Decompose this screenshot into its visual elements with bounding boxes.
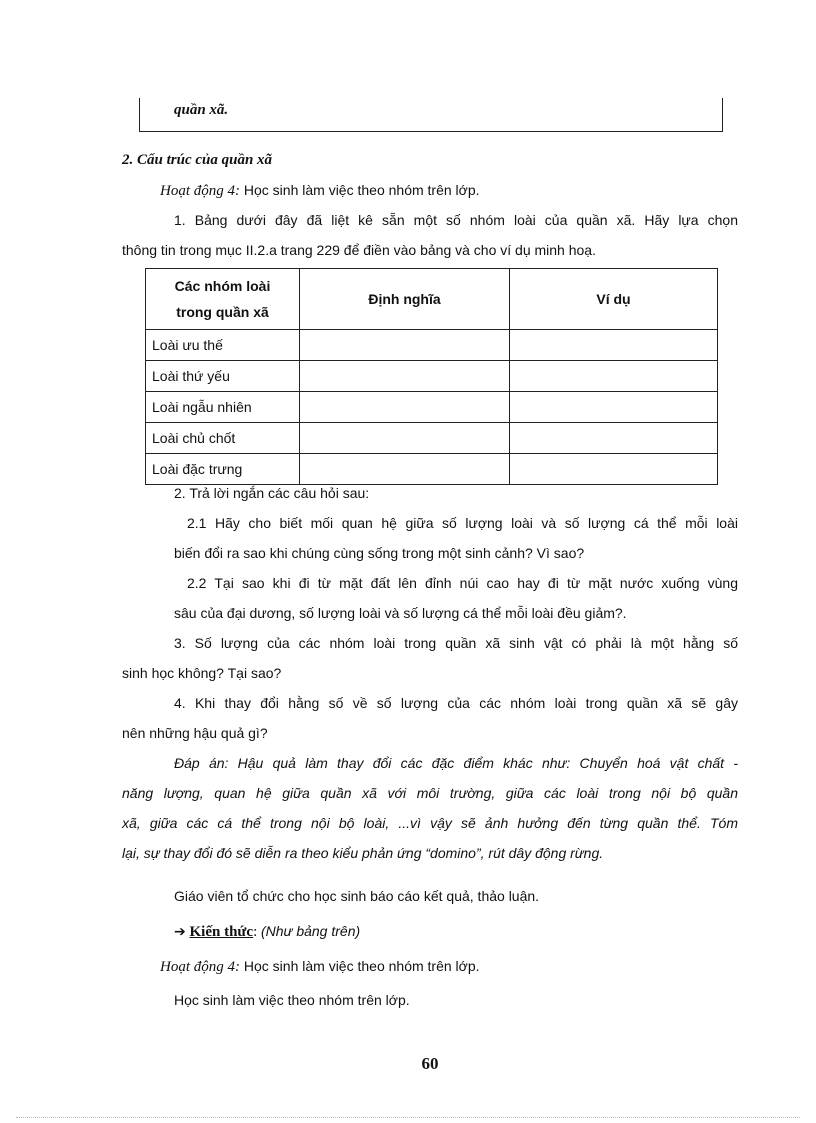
task-1-line-2: thông tin trong mục II.2.a trang 229 để điền vào bảng và cho ví dụ minh hoạ. — [122, 242, 596, 258]
question-2-1-line-2: biến đổi ra sao khi chúng cùng sống trong một sinh cảnh? Vì sao? — [174, 545, 585, 561]
task-1-line-1: 1. Bảng dưới đây đã liệt kê sẵn một số nhóm loài của quần xã. Hãy lựa chọn — [174, 212, 738, 228]
example-cell — [510, 330, 718, 361]
question-4-line-2: nên những hậu quả gì? — [122, 725, 268, 741]
table-row — [146, 330, 718, 361]
table-header-row — [146, 269, 718, 330]
row-label: Loài chủ chốt — [146, 423, 300, 454]
table-row — [146, 423, 718, 454]
definition-cell — [300, 361, 510, 392]
header-species-groups: Các nhóm loài trong quần xã — [146, 269, 300, 330]
box-text: quần xã. — [174, 102, 229, 118]
question-2-1-line-1: 2.1 Hãy cho biết mối quan hệ giữa số lượng loài và số lượng cá thể mỗi loài — [187, 515, 738, 531]
row-label: Loài đặc trưng — [146, 454, 300, 485]
activity-line-1 — [160, 180, 480, 201]
row-label: Loài thứ yếu — [146, 361, 300, 392]
example-cell — [510, 392, 718, 423]
arrow-right-icon: ➔ — [174, 924, 186, 940]
answer-line-4: lại, sự thay đổi đó sẽ diễn ra theo kiểu phản ứng “domino”, rút dây động rừng. — [122, 845, 604, 861]
previous-content-box — [139, 98, 723, 132]
activity-text: Học sinh làm việc theo nhóm trên lớp. — [240, 182, 480, 198]
question-3-line-2: sinh học không? Tại sao? — [122, 665, 282, 681]
row-label: Loài ưu thế — [146, 330, 300, 361]
knowledge-colon: : — [253, 924, 261, 940]
answer-line-1: Đáp án: Hậu quả làm thay đổi các đặc điểm khác như: Chuyển hoá vật chất - — [174, 755, 738, 771]
row-label: Loài ngẫu nhiên — [146, 392, 300, 423]
question-2-2-line-2: sâu của đại dương, số lượng loài và số lượng cá thể mỗi loài đều giảm?. — [174, 605, 627, 621]
example-cell — [510, 454, 718, 485]
answer-line-2: năng lượng, quan hệ giữa quần xã với môi trường, giữa các loài trong nội bộ quần — [122, 785, 738, 801]
definition-cell — [300, 423, 510, 454]
activity-label: Hoạt động 4: — [160, 183, 240, 199]
definition-cell — [300, 392, 510, 423]
knowledge-line — [174, 921, 360, 942]
definition-cell — [300, 454, 510, 485]
question-2-2-line-1: 2.2 Tại sao khi đi từ mặt đất lên đỉnh núi cao hay đi từ mặt nước xuống vùng — [187, 575, 738, 591]
header-example: Ví dụ — [510, 269, 718, 330]
page-bottom-border — [16, 1117, 800, 1118]
final-text: Học sinh làm việc theo nhóm trên lớp. — [174, 992, 410, 1008]
section-heading: 2. Cấu trúc của quần xã — [122, 152, 273, 168]
header-definition: Định nghĩa — [300, 269, 510, 330]
table-row — [146, 454, 718, 485]
activity-line-2 — [160, 956, 480, 977]
knowledge-note: (Như bảng trên) — [261, 923, 361, 939]
teacher-instruction: Giáo viên tổ chức cho học sinh báo cáo kết quả, thảo luận. — [174, 888, 540, 904]
example-cell — [510, 423, 718, 454]
example-cell — [510, 361, 718, 392]
page-number: 60 — [421, 1054, 439, 1073]
species-groups-table — [145, 268, 718, 485]
question-4-line-1: 4. Khi thay đổi hằng số về số lượng của các nhóm loài trong quần xã sẽ gây — [174, 695, 738, 711]
activity-text: Học sinh làm việc theo nhóm trên lớp. — [240, 958, 480, 974]
activity-label: Hoạt động 4: — [160, 959, 240, 975]
knowledge-label: Kiến thức — [189, 924, 254, 940]
answer-line-3: xã, giữa các cá thể trong nội bộ loài, ...vì vậy sẽ ảnh hưởng đến từng quần thể. Tóm — [122, 815, 738, 831]
definition-cell — [300, 330, 510, 361]
question-3-line-1: 3. Số lượng của các nhóm loài trong quần xã sinh vật có phải là một hằng số — [174, 635, 738, 651]
table-row — [146, 392, 718, 423]
task-2: 2. Trả lời ngắn các câu hỏi sau: — [174, 485, 370, 501]
table-row — [146, 361, 718, 392]
